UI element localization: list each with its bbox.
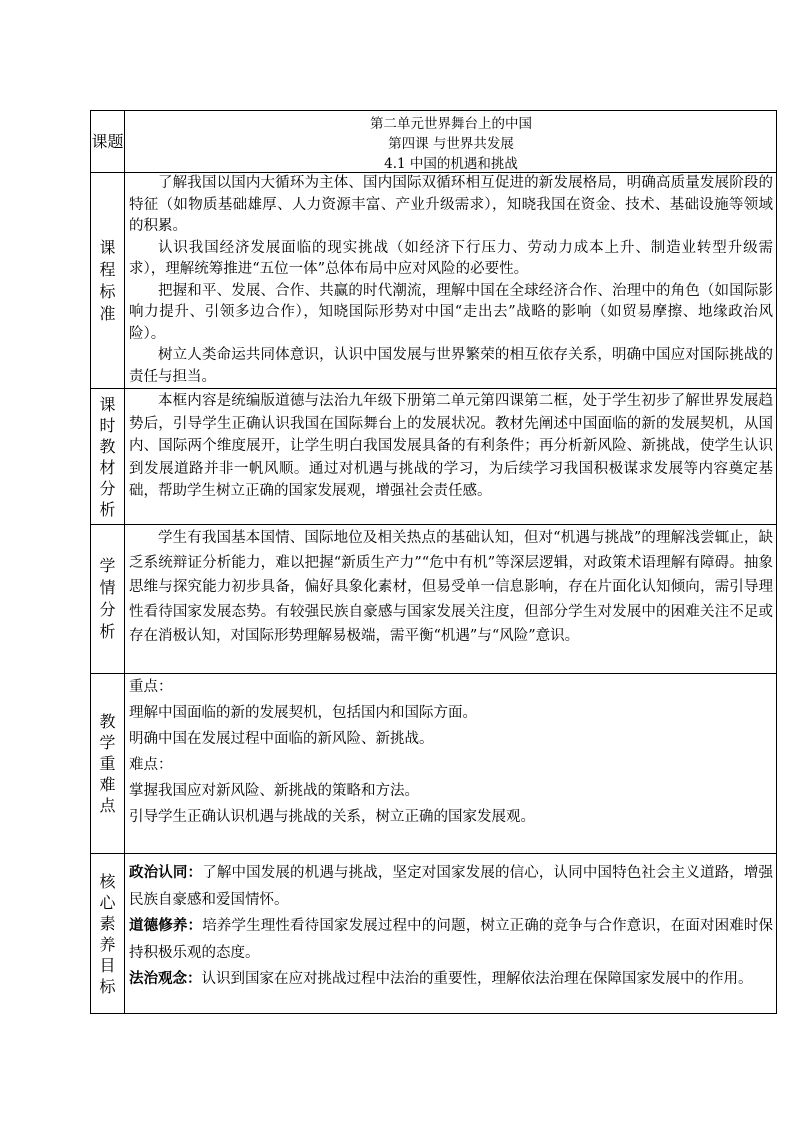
analysis-cell (125, 389, 777, 525)
label-cell-core (91, 854, 125, 1014)
section-title: 4.1 中国的机遇和挑战 (384, 156, 518, 172)
unit-title: 第二单元世界舞台上的中国 (370, 116, 532, 132)
core-item-term: 政治认同： (129, 864, 203, 881)
core-item-term: 道德修养： (129, 917, 203, 934)
focus-line: 明确中国在发展过程中面临的新风险、新挑战。 (129, 731, 434, 747)
core-item-text: 了解中国发展的机遇与挑战，坚定对国家发展的信心，认同中国特色社会主义道路，增强民族自豪感和爱国情怀。 (129, 865, 774, 908)
row-curriculum-standards (91, 173, 777, 389)
analysis-paragraph: 本框内容是统编版道德与法治九年级下册第二单元第四课第二框，处于学生初步了解世界发展趋势后，引导学生正确认识我国在国际舞台上的发展状况。教材先阐述中国面临的新的发展契机，从国内、国际两个维度展开，让学生明白我国发展具备的有利条件；再分析新风险、新挑战，使学生认识到发展道路并非一帆风顺。通过对机遇与挑战的学习，为后续学习我国积极谋求发展等内容奠定基础，帮助学生树立正确的国家发展观，增强社会责任感。 (129, 393, 773, 499)
core-item-text: 培养学生理性看待国家发展过程中的问题，树立正确的竞争与合作意识，在面对困难时保持积极乐观的态度。 (129, 918, 774, 961)
row-key-difficult-points (91, 674, 777, 854)
row-label: 课时教材分析 (99, 394, 116, 519)
focus-line: 理解中国面临的新的发展契机，包括国内和国际方面。 (129, 705, 477, 721)
standard-paragraph: 树立人类命运共同体意识，认识中国发展与世界繁荣的相互依存关系，明确中国应对国际挑战的责任与担当。 (129, 347, 773, 385)
standards-cell (125, 173, 777, 389)
lesson-plan-table (90, 110, 777, 1014)
row-learner-analysis (91, 525, 777, 674)
row-label: 教学重难点 (99, 712, 116, 815)
row-label: 课程标准 (99, 237, 116, 323)
label-cell-focus (91, 674, 125, 854)
label-cell-title (91, 111, 125, 173)
learner-paragraph: 学生有我国基本国情、国际地位及相关热点的基础认知，但对“机遇与挑战”的理解浅尝辄止，缺乏系统辩证分析能力，难以把握“新质生产力”“危中有机”等深层逻辑，对政策术语理解有障碍。抽象思维与探究能力初步具备，偏好具象化素材，但易受单一信息影响，存在片面化认知倾向，需引导理性看待国家发展态势。有较强民族自豪感与国家发展关注度，但部分学生对发展中的困难关注不足或存在消极认知，对国际形势理解易极端，需平衡“机遇”与“风险”意识。 (129, 530, 773, 644)
row-material-analysis (91, 389, 777, 525)
row-label: 课题 (91, 131, 124, 151)
focus-cell (125, 674, 777, 854)
focus-line: 掌握我国应对新风险、新挑战的策略和方法。 (129, 783, 419, 799)
core-item-term: 法治观念： (129, 970, 202, 987)
core-item (129, 860, 773, 913)
focus-line: 重点： (129, 679, 173, 695)
learners-cell (125, 525, 777, 674)
standard-paragraph: 把握和平、发展、合作、共赢的时代潮流，理解中国在全球经济合作、治理中的角色（如国际影响力提升、引领多边合作），知晓国际形势对中国“走出去”战略的影响（如贸易摩擦、地缘政治风险）。 (129, 282, 773, 342)
row-label: 核心素养目标 (99, 871, 116, 996)
standard-paragraph: 认识我国经济发展面临的现实挑战（如经济下行压力、劳动力成本上升、制造业转型升级需求），理解统筹推进“五位一体”总体布局中应对风险的必要性。 (129, 239, 773, 277)
standard-paragraph: 了解我国以国内大循环为主体、国内国际双循环相互促进的新发展格局，明确高质量发展阶段的特征（如物质基础雄厚、人力资源丰富、产业升级需求），知晓我国在资金、技术、基础设施等领域的积累。 (129, 175, 773, 234)
row-core-competencies (91, 854, 777, 1014)
label-cell-standards (91, 173, 125, 389)
lesson-title: 第四课 与世界共发展 (388, 136, 514, 152)
core-cell (125, 854, 777, 1014)
label-cell-learners (91, 525, 125, 674)
core-item (129, 966, 773, 993)
focus-line: 引导学生正确认识机遇与挑战的关系，树立正确的国家发展观。 (129, 809, 535, 825)
lesson-title-cell (125, 111, 777, 173)
core-item (129, 913, 773, 966)
focus-line: 难点： (129, 757, 173, 773)
row-label: 学情分析 (99, 556, 116, 641)
core-item-text: 认识到国家在应对挑战过程中法治的重要性，理解依法治理在保障国家发展中的作用。 (201, 971, 753, 987)
row-lesson-title (91, 111, 777, 173)
label-cell-analysis (91, 389, 125, 525)
